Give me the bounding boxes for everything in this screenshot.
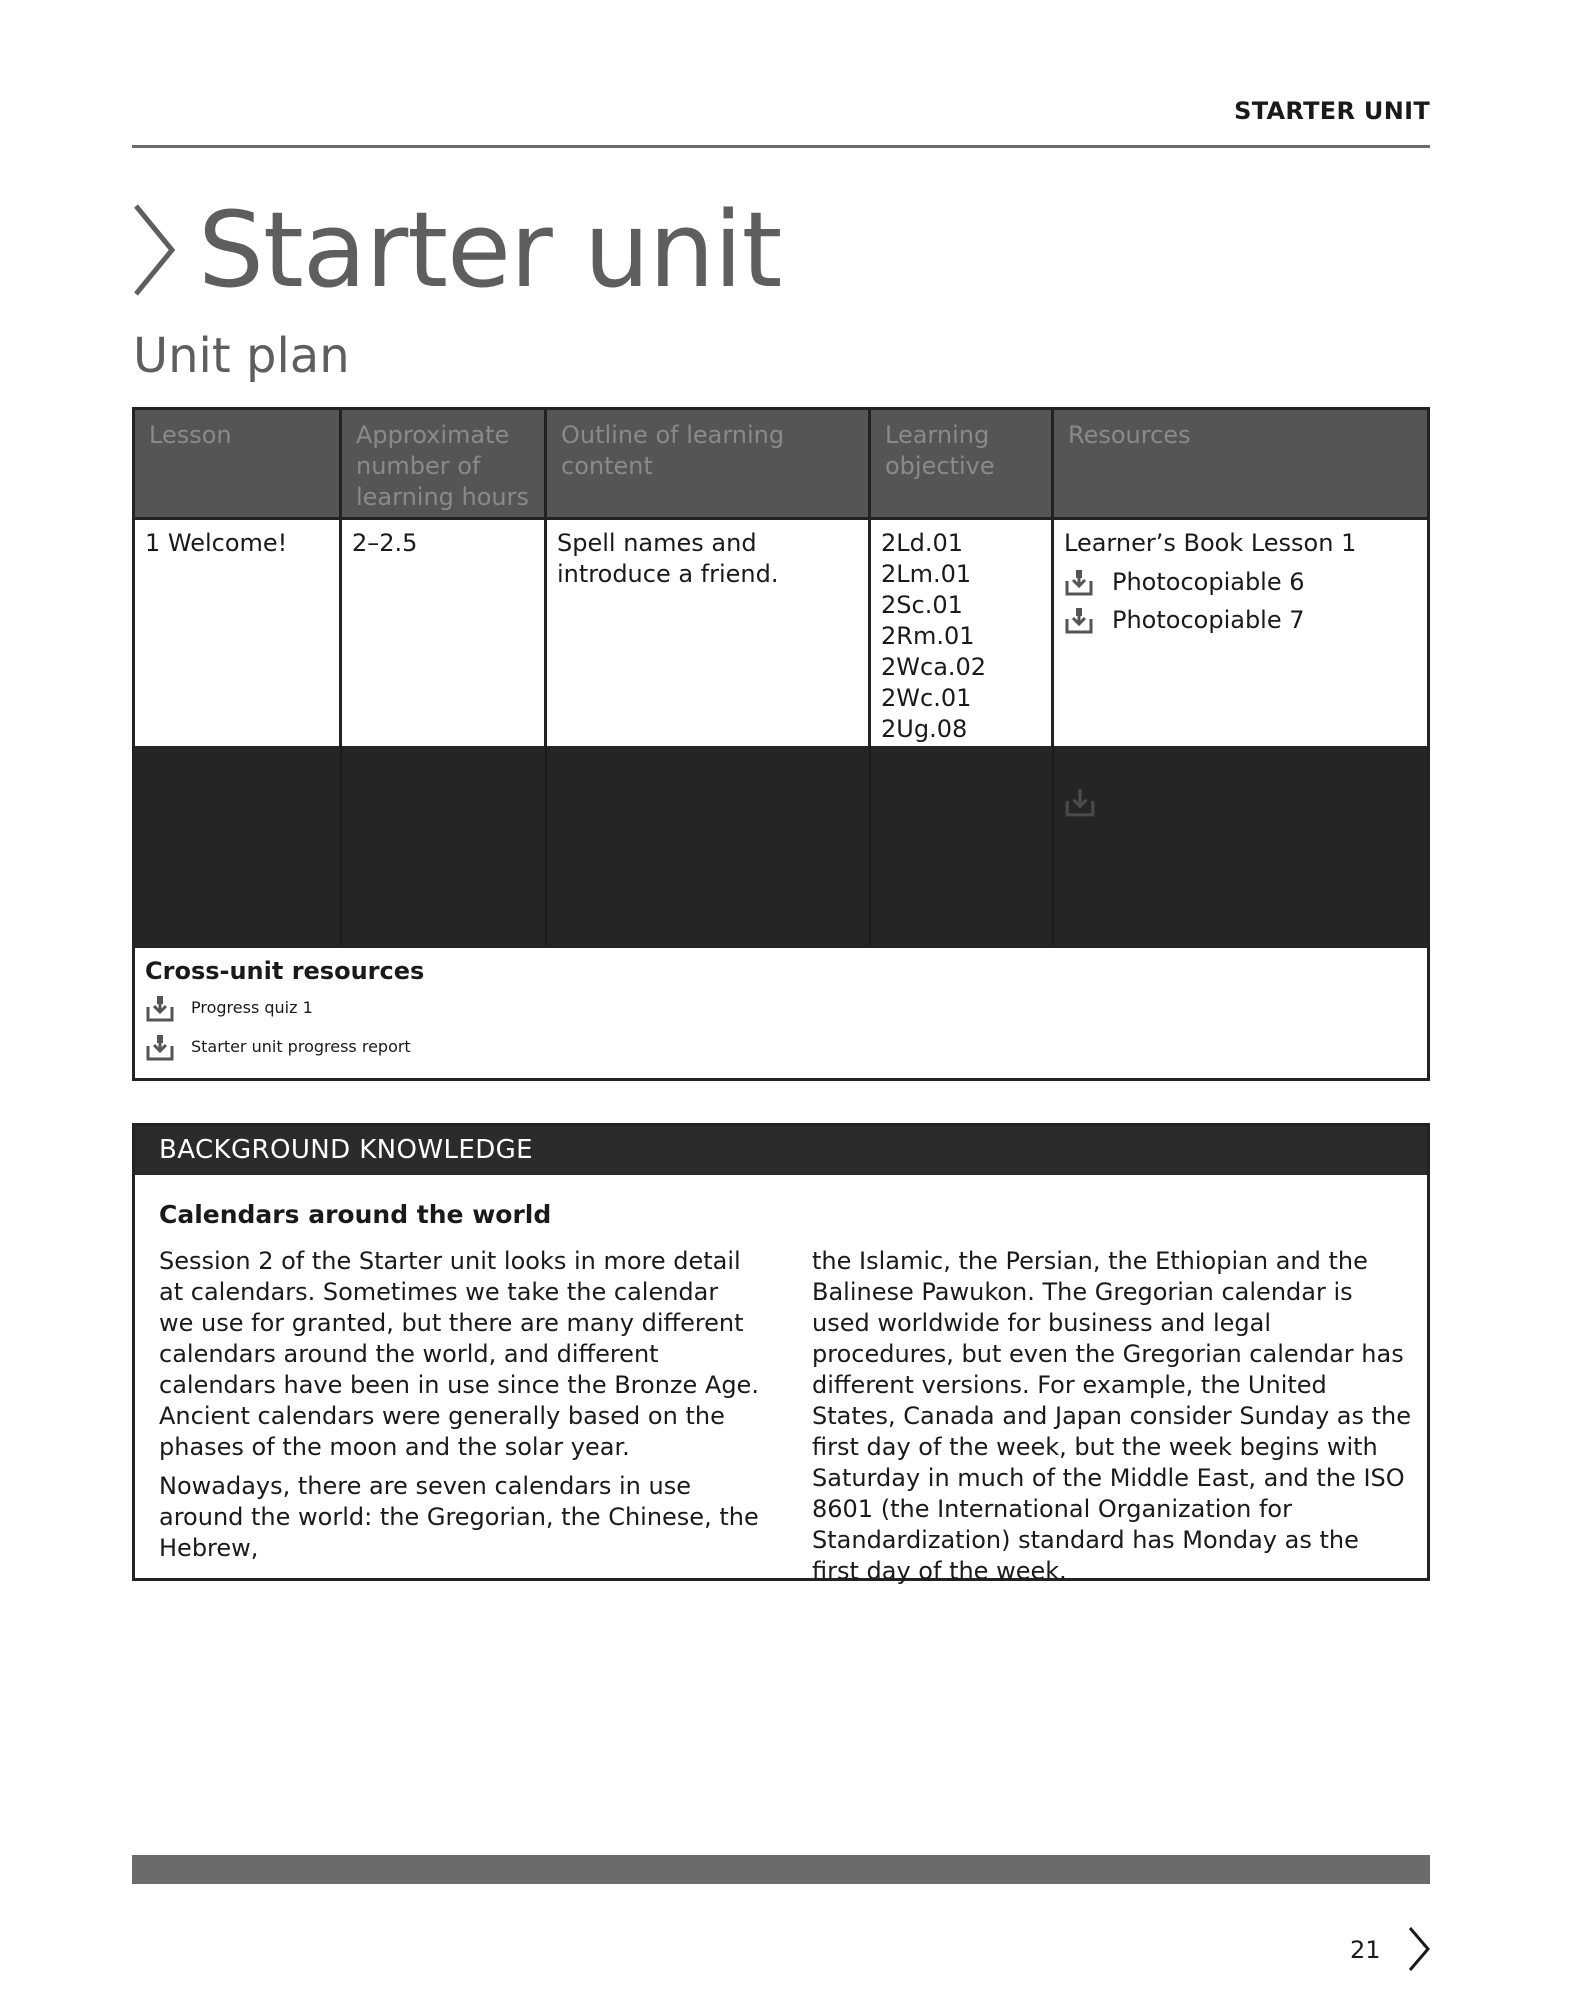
objective-code: 2Wc.01 xyxy=(881,684,972,712)
section-subtitle: Unit plan xyxy=(133,328,350,384)
obscured-cell xyxy=(871,746,1054,946)
resources-cell xyxy=(1054,520,1427,746)
resource-download[interactable] xyxy=(1064,563,1417,601)
objective-code: 2Rm.01 xyxy=(881,622,975,650)
objective-code: 2Lm.01 xyxy=(881,560,972,588)
cross-unit-item: Starter unit progress report xyxy=(191,1037,411,1056)
hours-cell: 2–2.5 xyxy=(342,520,547,746)
obscured-table-row xyxy=(135,746,1427,946)
column-header-objective: Learning objective xyxy=(871,410,1054,520)
obscured-cell xyxy=(342,746,547,946)
running-head: STARTER UNIT xyxy=(1234,97,1430,125)
resource-label: Photocopiable 7 xyxy=(1112,605,1305,634)
objective-cell xyxy=(871,520,1054,746)
table-row xyxy=(135,520,1427,746)
background-subheading: Calendars around the world xyxy=(159,1200,552,1229)
column-header-hours: Approximate number of learning hours xyxy=(342,410,547,520)
table-header-row xyxy=(135,410,1427,520)
paragraph: the Islamic, the Persian, the Ethiopian and the Balinese Pawukon. The Gregorian calendar is used worldwide for business and legal procedures, but even the Gregorian calendar has different versions. For example, the United States, Canada and Japan consider Sunday as the first day of the week, but the week begins with Saturday in much of the Middle East, and the ISO 8601 (the International Organization for Standardization) standard has Monday as the first day of the week. xyxy=(812,1247,1412,1585)
chevron-right-icon xyxy=(130,200,178,300)
cross-unit-title: Cross-unit resources xyxy=(145,957,425,985)
cross-unit-download[interactable] xyxy=(145,988,1417,1027)
background-right-column xyxy=(812,1246,1412,1595)
cross-unit-resources xyxy=(135,946,1427,1078)
objective-code: 2Ld.01 xyxy=(881,529,964,557)
objective-code: 2Ug.08 xyxy=(881,715,968,743)
title-row xyxy=(130,190,781,310)
column-header-outline: Outline of learning content xyxy=(547,410,871,520)
chevron-right-icon[interactable] xyxy=(1407,1925,1431,1973)
objective-code: 2Wca.02 xyxy=(881,653,987,681)
resource-download[interactable] xyxy=(1064,601,1417,639)
outline-cell: Spell names and introduce a friend. xyxy=(547,520,871,746)
page-title: Starter unit xyxy=(198,189,782,311)
obscured-cell xyxy=(547,746,871,946)
column-header-resources: Resources xyxy=(1054,410,1427,520)
obscured-cell xyxy=(135,746,342,946)
footer-bar xyxy=(132,1855,1430,1884)
background-knowledge-box xyxy=(132,1123,1430,1585)
objective-code: 2Sc.01 xyxy=(881,591,963,619)
download-icon xyxy=(1064,786,1096,818)
cross-unit-download[interactable] xyxy=(145,1027,1417,1066)
page-number: 21 xyxy=(1350,1936,1381,1964)
background-left-column xyxy=(159,1246,759,1572)
background-knowledge-heading: BACKGROUND KNOWLEDGE xyxy=(135,1126,1427,1175)
unit-plan-table xyxy=(132,407,1430,1081)
obscured-cell xyxy=(1054,746,1427,946)
download-icon xyxy=(145,993,175,1023)
column-header-lesson: Lesson xyxy=(135,410,342,520)
resource-label: Photocopiable 6 xyxy=(1112,567,1305,596)
top-rule xyxy=(132,145,1430,148)
download-icon xyxy=(1064,605,1094,635)
download-icon xyxy=(145,1032,175,1062)
download-icon xyxy=(1064,567,1094,597)
lesson-cell: 1 Welcome! xyxy=(135,520,342,746)
paragraph: Nowadays, there are seven calendars in use around the world: the Gregorian, the Chinese, the Hebrew, xyxy=(159,1472,759,1562)
resource-text: Learner’s Book Lesson 1 xyxy=(1064,529,1357,557)
paragraph: Session 2 of the Starter unit looks in more detail at calendars. Sometimes we take the calendar we use for granted, but there are many different calendars around the world, and different calendars have been in use since the Bronze Age. Ancient calendars were generally based on the phases of the moon and the solar year. xyxy=(159,1247,759,1461)
cross-unit-item: Progress quiz 1 xyxy=(191,998,313,1017)
